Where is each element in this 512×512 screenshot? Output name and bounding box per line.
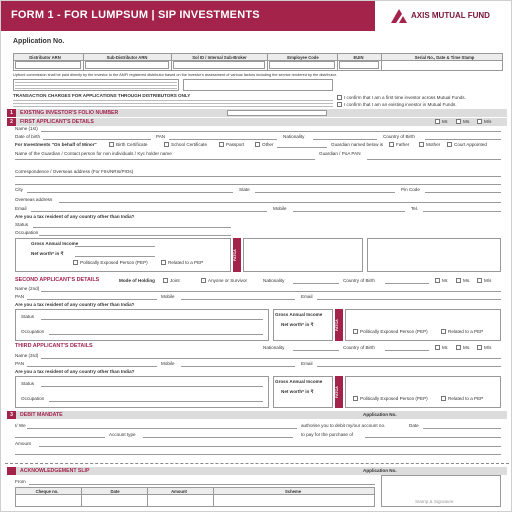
second-status-field[interactable] (41, 319, 263, 320)
other-checkbox[interactable] (255, 142, 260, 147)
pep-checkbox[interactable] (73, 260, 78, 265)
salutation-ms-co-checkbox[interactable] (477, 119, 482, 124)
anyone-survivor-checkbox[interactable] (201, 278, 206, 283)
third-status-field[interactable] (41, 386, 263, 387)
email-label: Email (15, 206, 27, 211)
account-type-field[interactable] (143, 437, 293, 438)
status-label: Status (15, 222, 29, 227)
fatca-country-box[interactable] (367, 238, 501, 272)
ack-from-field[interactable] (29, 484, 375, 485)
third-income-label: Gross Annual Income (275, 379, 323, 384)
second-related-pep-label: Related to a PEP (448, 329, 484, 334)
pin-code-label: Pin Code (401, 187, 420, 192)
networth-label: Net worth* in ₹ (31, 251, 64, 256)
sol-id-input[interactable] (173, 61, 265, 69)
second-tax-resident-question: Are you a tax resident of any country other than India? (15, 302, 135, 307)
debit-date-label: Date (409, 423, 419, 428)
networth-field[interactable] (75, 256, 155, 257)
section-label: ACKNOWLEDGEMENT SLIP (20, 468, 90, 474)
mother-checkbox[interactable] (419, 142, 424, 147)
status-field[interactable] (33, 227, 231, 228)
court-appointed-label: Court Appointed (454, 142, 487, 147)
address-line-2[interactable] (15, 184, 501, 185)
euin-note: Upfront commission shall be paid directly by the investor to the AMFI registered distributor based on the investor's assessment of various factors including the service rendered by the distributor. (13, 73, 337, 77)
third-pep-checkbox[interactable] (353, 396, 358, 401)
existing-investor-checkbox[interactable] (337, 102, 342, 107)
debit-date-field[interactable] (423, 428, 501, 429)
third-occupation-field[interactable] (49, 401, 263, 402)
ack-col: Date (110, 488, 120, 494)
father-checkbox[interactable] (389, 142, 394, 147)
dob-field[interactable] (43, 139, 151, 140)
mobile-field[interactable] (293, 211, 405, 212)
third-related-pep-checkbox[interactable] (441, 396, 446, 401)
form-header (1, 1, 512, 31)
first-time-investor-checkbox[interactable] (337, 95, 342, 100)
section-debit-mandate (7, 411, 507, 419)
section-number: 1 (7, 109, 16, 117)
purchase-field[interactable] (365, 437, 501, 438)
salutation-mr-label: Mr. (442, 119, 449, 124)
existing-investor-label: I confirm that I am an existing investor in Mutual Funds. (344, 102, 457, 107)
second-nationality-label: Nationality (263, 278, 285, 283)
second-ms-co-checkbox[interactable] (477, 278, 482, 283)
third-pan-label: PAN (15, 361, 25, 366)
euin-input[interactable] (339, 61, 379, 69)
second-email-label: Email (301, 294, 313, 299)
first-time-investor-label: I confirm that I am a first time investor across Mutual Funds. (344, 95, 466, 100)
fatca-details-box[interactable] (243, 238, 363, 272)
pan-label: PAN (156, 134, 166, 139)
guardian-relation-label: Guardian named below is (331, 142, 384, 147)
salutation-ms-checkbox[interactable] (456, 119, 461, 124)
first-name-label: Name (1st) (15, 126, 38, 131)
occupation-field[interactable] (39, 235, 231, 236)
section-label: DEBIT MANDATE (20, 412, 63, 418)
second-ms-checkbox[interactable] (456, 278, 461, 283)
school-certificate-checkbox[interactable] (164, 142, 169, 147)
amount-words-field[interactable] (15, 454, 501, 455)
transaction-charges-heading: TRANSACTION CHARGES FOR APPLICATIONS THROUGH DISTRIBUTORS ONLY (13, 93, 191, 98)
third-related-pep-label: Related to a PEP (448, 396, 484, 401)
second-mobile-label: Mobile (161, 294, 175, 299)
passport-checkbox[interactable] (219, 142, 224, 147)
pan-field[interactable] (169, 139, 277, 140)
school-certificate-label: School Certificate (171, 142, 208, 147)
second-income-options-box[interactable] (345, 309, 501, 341)
state-label: State (239, 187, 250, 192)
distributor-col: Distributor ARN (29, 54, 61, 60)
related-pep-label: Related to a PEP (168, 260, 204, 265)
third-fatca-tab: FATCA (335, 376, 343, 408)
ack-application-label: Application No. (363, 468, 397, 473)
third-country-field[interactable] (385, 350, 429, 351)
second-name-label: Name (2nd) (15, 286, 40, 291)
section-number: 2 (7, 118, 16, 126)
cut-line (5, 463, 509, 464)
third-mobile-field[interactable] (181, 366, 295, 367)
second-income-label: Gross Annual Income (275, 312, 323, 317)
second-pan-label: PAN (15, 294, 25, 299)
ack-col: Cheque no. (35, 488, 59, 494)
guardian-pan-label: Guardian / PoA PAN (319, 151, 361, 156)
birth-certificate-label: Birth Certificate (116, 142, 148, 147)
account-number-field[interactable] (15, 437, 105, 438)
third-country-label: Country of Birth (343, 345, 375, 350)
joint-label: Joint (170, 278, 180, 283)
guardian-name-field[interactable] (15, 159, 315, 160)
distributor-col: EUIN (353, 54, 364, 60)
pin-code-field[interactable] (425, 192, 501, 193)
passport-label: Passport (226, 142, 245, 147)
mobile-label: Mobile (273, 206, 287, 211)
third-tax-resident-question: Are you a tax resident of any country other than India? (15, 369, 135, 374)
section-acknowledgement (7, 467, 507, 475)
third-email-field[interactable] (317, 366, 501, 367)
second-pep-label: Politically Exposed Person (PEP) (360, 329, 428, 334)
other-label: Other (262, 142, 274, 147)
third-ms-checkbox[interactable] (456, 345, 461, 350)
application-no-label: Application No. (13, 38, 65, 45)
distributor-arn-input[interactable] (15, 61, 81, 69)
country-of-birth-label: Country of Birth (383, 134, 415, 139)
third-ms-co-label: M/s (484, 345, 492, 350)
salutation-ms-label: Ms. (463, 119, 471, 124)
second-mobile-field[interactable] (181, 299, 295, 300)
tel-label: Tel. (411, 206, 419, 211)
third-applicant-heading: THIRD APPLICANT'S DETAILS (15, 343, 93, 349)
occupation-label: Occupation (15, 230, 39, 235)
third-nationality-field[interactable] (293, 350, 339, 351)
distributor-col: Employee Code (287, 54, 319, 60)
second-related-pep-checkbox[interactable] (441, 329, 446, 334)
third-mr-checkbox[interactable] (435, 345, 440, 350)
minor-label: For Investments "On behalf of Minor" (15, 142, 97, 147)
third-pep-label: Politically Exposed Person (PEP) (360, 396, 428, 401)
amount-field[interactable] (39, 446, 501, 447)
income-field[interactable] (75, 246, 155, 247)
second-mr-checkbox[interactable] (435, 278, 440, 283)
fatca-tab: FATCA (233, 238, 241, 272)
income-label: Gross Annual Income (31, 241, 79, 246)
city-field[interactable] (27, 192, 233, 193)
second-name-field[interactable] (41, 291, 501, 292)
second-status-box (15, 309, 269, 341)
euin-signature-box[interactable] (183, 79, 333, 91)
second-nationality-field[interactable] (293, 283, 339, 284)
second-occupation-field[interactable] (49, 334, 263, 335)
first-name-field[interactable] (41, 131, 501, 132)
second-ms-co-label: M/s (484, 278, 492, 283)
guardian-pan-field[interactable] (367, 159, 501, 160)
second-pep-checkbox[interactable] (353, 329, 358, 334)
authorise-label: authorise you to debit my/our account no. (301, 423, 386, 428)
third-name-field[interactable] (41, 358, 501, 359)
brand-logo (375, 1, 512, 31)
section-label: FIRST APPLICANT'S DETAILS (20, 119, 94, 125)
mother-label: Mother (426, 142, 441, 147)
third-mr-label: Mr. (442, 345, 449, 350)
related-pep-checkbox[interactable] (161, 260, 166, 265)
anyone-survivor-label: Anyone or Survivor (208, 278, 248, 283)
third-mobile-label: Mobile (161, 361, 175, 366)
third-income-options-box[interactable] (345, 376, 501, 408)
third-email-label: Email (301, 361, 313, 366)
section-first-applicant (7, 118, 507, 126)
iwe-label: I/ We (15, 423, 26, 428)
overseas-address-label: Overseas address (15, 197, 53, 202)
overseas-address-field[interactable] (59, 202, 501, 203)
third-ms-co-checkbox[interactable] (477, 345, 482, 350)
third-status-box (15, 376, 269, 408)
third-nationality-label: Nationality (263, 345, 285, 350)
ack-from-label: From (15, 479, 26, 484)
second-ms-label: Ms. (463, 278, 471, 283)
distributor-col: Sub-Distributor ARN (106, 54, 148, 60)
second-status-label: Status (21, 314, 35, 319)
third-pan-field[interactable] (27, 366, 157, 367)
second-mr-label: Mr. (442, 278, 449, 283)
employee-code-input[interactable] (269, 61, 335, 69)
guardian-name-label: Name of the Guardian / Contact person for non individuals / Kyc holder name (15, 151, 172, 156)
second-pan-field[interactable] (27, 299, 157, 300)
nationality-field[interactable] (313, 139, 377, 140)
distributor-col: Sol ID / Internal Sub-Broker (192, 54, 247, 60)
other-field[interactable] (277, 147, 327, 148)
father-label: Father (396, 142, 410, 147)
second-country-label: Country of Birth (343, 278, 375, 283)
second-occupation-label: Occupation (21, 329, 45, 334)
state-field[interactable] (255, 192, 395, 193)
sub-distributor-arn-input[interactable] (85, 61, 169, 69)
email-field[interactable] (31, 211, 267, 212)
third-ms-label: Ms. (463, 345, 471, 350)
third-networth-label: Net worth* in ₹ (281, 389, 314, 394)
ack-col: Amount (171, 488, 187, 494)
salutation-ms-co-label: M/s (484, 119, 492, 124)
third-status-label: Status (21, 381, 35, 386)
correspondence-address-label: Correspondence / Overseas address (For FIIs/NRIs/PIOs) (15, 169, 134, 174)
pep-label: Politically Exposed Person (PEP) (80, 260, 148, 265)
joint-checkbox[interactable] (163, 278, 168, 283)
mode-of-holding-label: Mode of Holding (119, 278, 155, 283)
second-fatca-tab: FATCA (335, 309, 343, 341)
debit-application-label: Application No. (363, 412, 397, 417)
second-applicant-heading: SECOND APPLICANT'S DETAILS (15, 277, 100, 283)
form-title: FORM 1 - FOR LUMPSUM | SIP INVESTMENTS (11, 9, 260, 21)
purchase-label: to pay for the purchase of (301, 432, 354, 437)
second-email-field[interactable] (317, 299, 501, 300)
address-line-1[interactable] (15, 176, 501, 177)
third-name-label: Name (3rd) (15, 353, 39, 358)
tel-field[interactable] (423, 211, 501, 212)
birth-certificate-checkbox[interactable] (109, 142, 114, 147)
court-appointed-checkbox[interactable] (447, 142, 452, 147)
tax-resident-question: Are you a tax resident of any country other than India? (15, 214, 135, 219)
nationality-label: Nationality (283, 134, 305, 139)
salutation-mr-checkbox[interactable] (435, 119, 440, 124)
folio-number-input[interactable] (227, 110, 327, 116)
section-label: EXISTING INVESTOR'S FOLIO NUMBER (20, 110, 119, 116)
section-number: 3 (7, 411, 16, 419)
brand-name: AXIS MUTUAL FUND (411, 11, 490, 20)
debit-name-field[interactable] (27, 428, 297, 429)
account-type-label: Account type (109, 432, 136, 437)
stamp-signature-label: Stamp & Signature (415, 499, 454, 504)
amount-label: Amount (15, 441, 31, 446)
axis-logo-icon (391, 9, 407, 23)
section-number (7, 467, 16, 475)
second-networth-label: Net worth* in ₹ (281, 322, 314, 327)
distributor-col: Serial No., Date & Time Stamp (414, 54, 475, 60)
ack-col: Scheme (284, 488, 302, 494)
third-occupation-label: Occupation (21, 396, 45, 401)
country-of-birth-field[interactable] (425, 139, 501, 140)
second-country-field[interactable] (385, 283, 429, 284)
dob-label: Date of birth (15, 134, 41, 139)
city-label: City (15, 187, 23, 192)
